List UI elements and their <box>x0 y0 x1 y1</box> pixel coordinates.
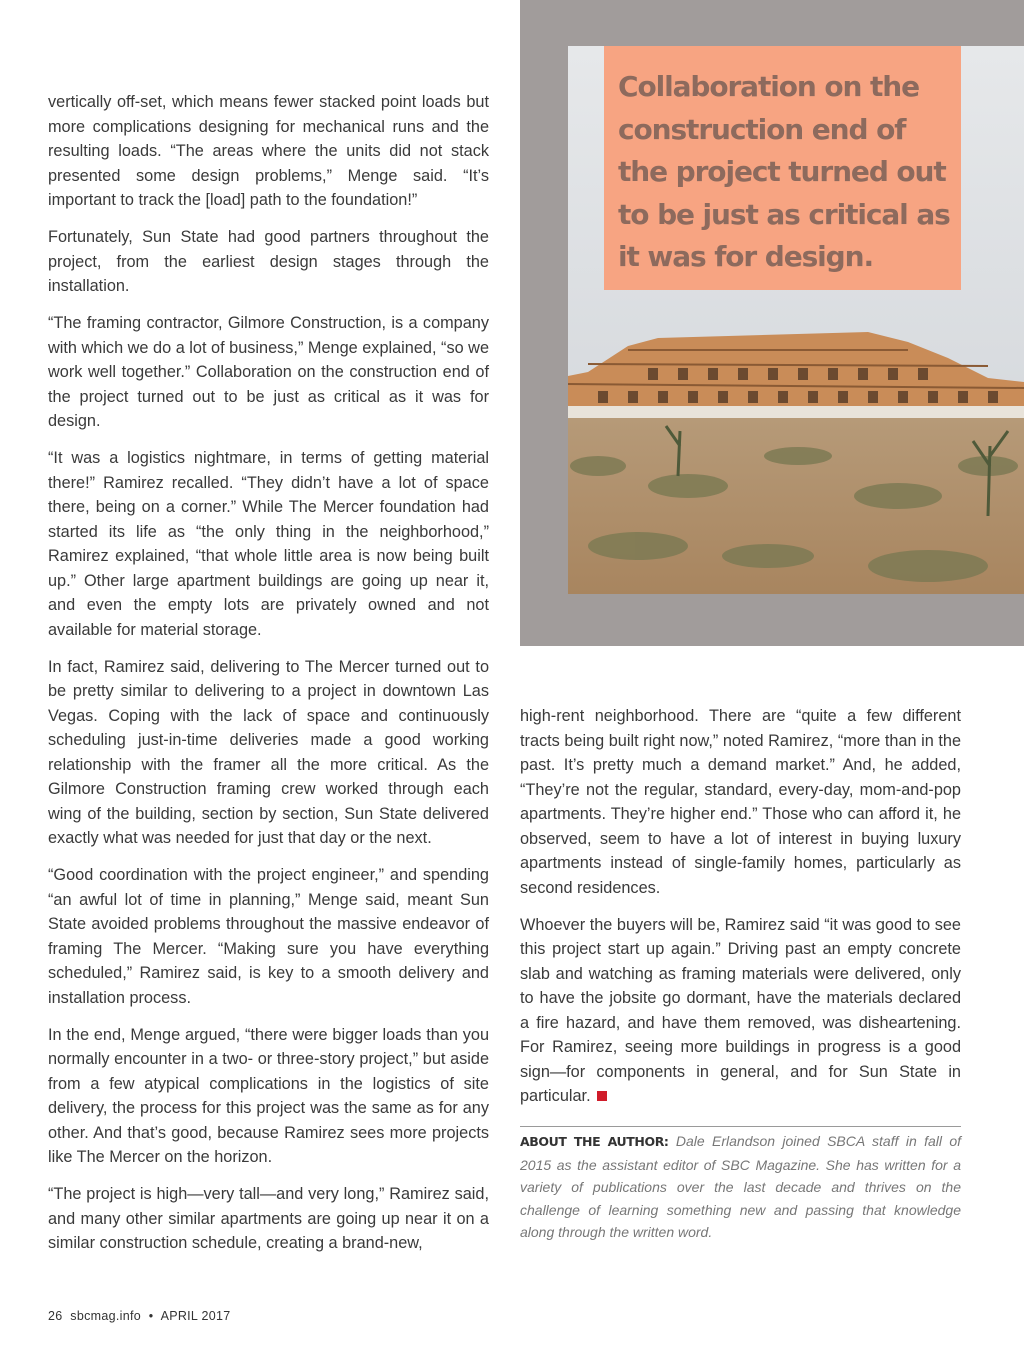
footer-issue: APRIL 2017 <box>160 1309 231 1323</box>
body-paragraph-final <box>520 913 961 1109</box>
body-paragraph: “Good coordination with the project engineer,” and spending “an awful lot of time in planning,” Menge said, meant Sun State avoided problems throughout the massive endeavor of framing The Mercer. “Making sure you have everything scheduled,” Ramirez said, is key to a smooth delivery and installation process. <box>48 866 489 1007</box>
author-label: ABOUT THE AUTHOR: <box>520 1134 669 1149</box>
body-paragraph: vertically off-set, which means fewer stacked point loads but more complications designing for mechanical runs and the resulting loads. “The areas where the units did not stack presented some design problems,” Menge said. “It’s important to track the [load] path to the foundation!” <box>48 93 489 209</box>
end-mark-icon <box>597 1091 607 1101</box>
footer-site: sbcmag.info <box>70 1309 141 1323</box>
author-divider <box>520 1126 961 1127</box>
footer-separator: • <box>148 1309 154 1323</box>
pull-quote: Collaboration on the construction end of the project turned out to be just as critical as it was for design. <box>618 70 950 273</box>
right-column <box>520 704 961 1121</box>
final-paragraph-text: Whoever the buyers will be, Ramirez said “it was good to see this project start up again.” Driving past an empty concrete slab and watching as framing materials were delivered, only to have the jobsite go dormant, have the materials declared a fire hazard, and have them removed, was disheartening. For Ramirez, seeing more buildings in progress is a good sign—for components in general, and for Sun State in particular. <box>520 915 961 1105</box>
body-paragraph: “The framing contractor, Gilmore Construction, is a company with which we do a lot of business,” Menge explained, “so we work well together.” Collaboration on the construction end of the project turned out to be just as critical as it was for design. <box>48 314 489 430</box>
author-bio <box>520 1130 961 1244</box>
body-paragraph: high-rent neighborhood. There are “quite a few different tracts being built right now,” noted Ramirez, “more than in the past. It’s pretty much a demand market.” And, he added, “They’re not the regular, standard, every-day, mom-and-pop apartments. They’re higher end.” Those who can afford it, he observed, seem to have a lot of interest in buying luxury apartments instead of single-family homes, particularly as second residences. <box>520 707 961 897</box>
body-paragraph: Fortunately, Sun State had good partners throughout the project, from the earliest design stages through the installation. <box>48 228 489 295</box>
page-number: 26 <box>48 1309 63 1323</box>
body-paragraph: In the end, Menge argued, “there were bigger loads than you normally encounter in a two- or three-story project,” but aside from a few atypical complications in the logistics of site delivery, the process for this project was the same as for any other. And that’s good, because Ramirez sees more projects like The Mercer on the horizon. <box>48 1025 489 1166</box>
body-paragraph: “It was a logistics nightmare, in terms of getting material there!” Ramirez recalled. “They didn’t have a lot of space there, being on a corner.” While The Mercer foundation had started its life as “the only thing in the neighborhood,” Ramirez explained, “that whole little area is now being built up.” Other large apartment buildings are going up near it, and even the empty lots are privately owned and not available for material storage. <box>48 449 489 639</box>
body-paragraph: “The project is high—very tall—and very long,” Ramirez said, and many other similar apartments are going up near it on a similar construction schedule, creating a brand-new, <box>48 1185 489 1252</box>
page-footer <box>48 1309 235 1323</box>
left-column <box>48 90 489 1268</box>
body-paragraph: In fact, Ramirez said, delivering to The Mercer turned out to be pretty similar to delivering to a project in downtown Las Vegas. Coping with the lack of space and continuously scheduling just-in-time deliveries made a good working relationship with the framer all the more critical. As the Gilmore Construction framing crew worked through each wing of the building, section by section, Sun State delivered exactly what was needed for just that day or the next. <box>48 657 489 847</box>
author-text: Dale Erlandson joined SBCA staff in fall of 2015 as the assistant editor of SBC Magazine. She has written for a variety of publications over the last decade and thrives on the challenge of learning something new and passing that knowledge along through the written word. <box>520 1133 961 1240</box>
